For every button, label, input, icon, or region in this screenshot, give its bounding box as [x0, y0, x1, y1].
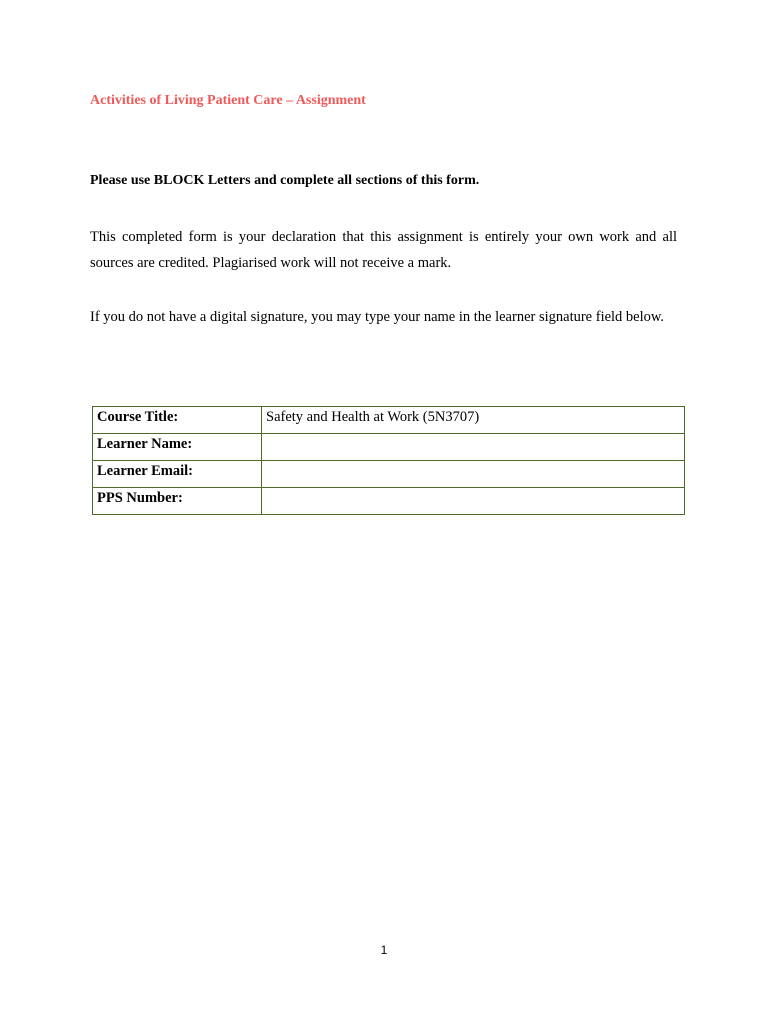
pps-number-field[interactable] — [262, 488, 685, 515]
course-title-field[interactable]: Safety and Health at Work (5N3707) — [262, 407, 685, 434]
instruction-text: Please use BLOCK Letters and complete all sections of this form. — [90, 173, 480, 188]
course-title-label: Course Title: — [93, 407, 262, 434]
table-row-pps-number — [93, 488, 685, 515]
table-row-learner-email — [93, 461, 685, 488]
learner-name-field[interactable] — [262, 434, 685, 461]
pps-number-label: PPS Number: — [93, 488, 262, 515]
declaration-paragraph: This completed form is your declaration that this assignment is entirely your own work and all sources are credited. Plagiarised work will not receive a mark. — [90, 229, 677, 271]
learner-email-label: Learner Email: — [93, 461, 262, 488]
learner-email-field[interactable] — [262, 461, 685, 488]
signature-note-paragraph: If you do not have a digital signature, you may type your name in the learner signature field below. — [90, 309, 665, 325]
learner-name-label: Learner Name: — [93, 434, 262, 461]
table-row-learner-name — [93, 434, 685, 461]
learner-details-table — [92, 406, 685, 515]
page-number: 1 — [380, 943, 388, 957]
table-row-course-title — [93, 407, 685, 434]
document-title: Activities of Living Patient Care – Assignment — [90, 93, 366, 108]
